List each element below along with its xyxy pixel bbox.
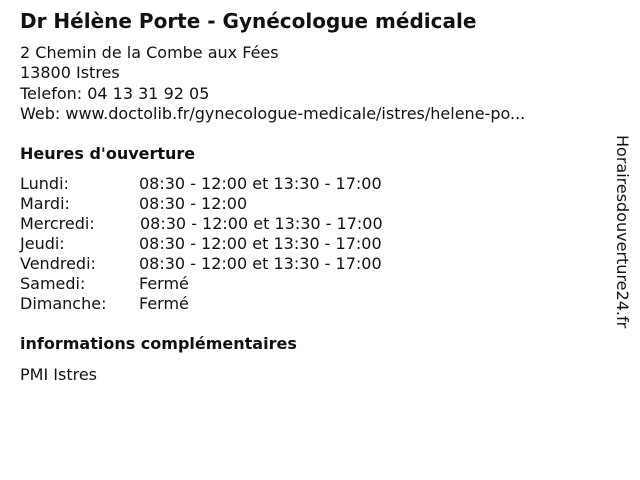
- day-label: Dimanche:: [20, 294, 107, 313]
- time-value: 08:30 - 12:00 et 13:30 - 17:00: [139, 174, 382, 193]
- time-value: 08:30 - 12:00 et 13:30 - 17:00: [139, 254, 382, 273]
- time-value: Fermé: [139, 294, 189, 313]
- day-label: Samedi:: [20, 274, 86, 293]
- address-street: 2 Chemin de la Combe aux Fées: [20, 43, 279, 62]
- additional-info-text: PMI Istres: [20, 365, 97, 384]
- time-value: Fermé: [139, 274, 189, 293]
- time-value: 08:30 - 12:00 et 13:30 - 17:00: [140, 214, 383, 233]
- page-title: Dr Hélène Porte - Gynécologue médicale: [20, 9, 477, 33]
- time-value: 08:30 - 12:00: [139, 194, 248, 213]
- website-link[interactable]: Web: www.doctolib.fr/gynecologue-medicale/istres/helene-po...: [20, 104, 526, 123]
- day-label: Vendredi:: [20, 254, 96, 273]
- address-city: 13800 Istres: [20, 63, 120, 82]
- time-value: 08:30 - 12:00 et 13:30 - 17:00: [139, 234, 382, 253]
- additional-info-heading: informations complémentaires: [20, 334, 297, 353]
- brand-watermark: [612, 135, 636, 375]
- day-label: Jeudi:: [20, 234, 65, 253]
- opening-hours-heading: Heures d'ouverture: [20, 144, 196, 163]
- day-label: Mardi:: [20, 194, 70, 213]
- day-label: Lundi:: [20, 174, 69, 193]
- brand-text: Horairesdouverture24.fr: [613, 135, 632, 329]
- phone-number[interactable]: Telefon: 04 13 31 92 05: [20, 84, 210, 103]
- day-label: Mercredi:: [20, 214, 95, 233]
